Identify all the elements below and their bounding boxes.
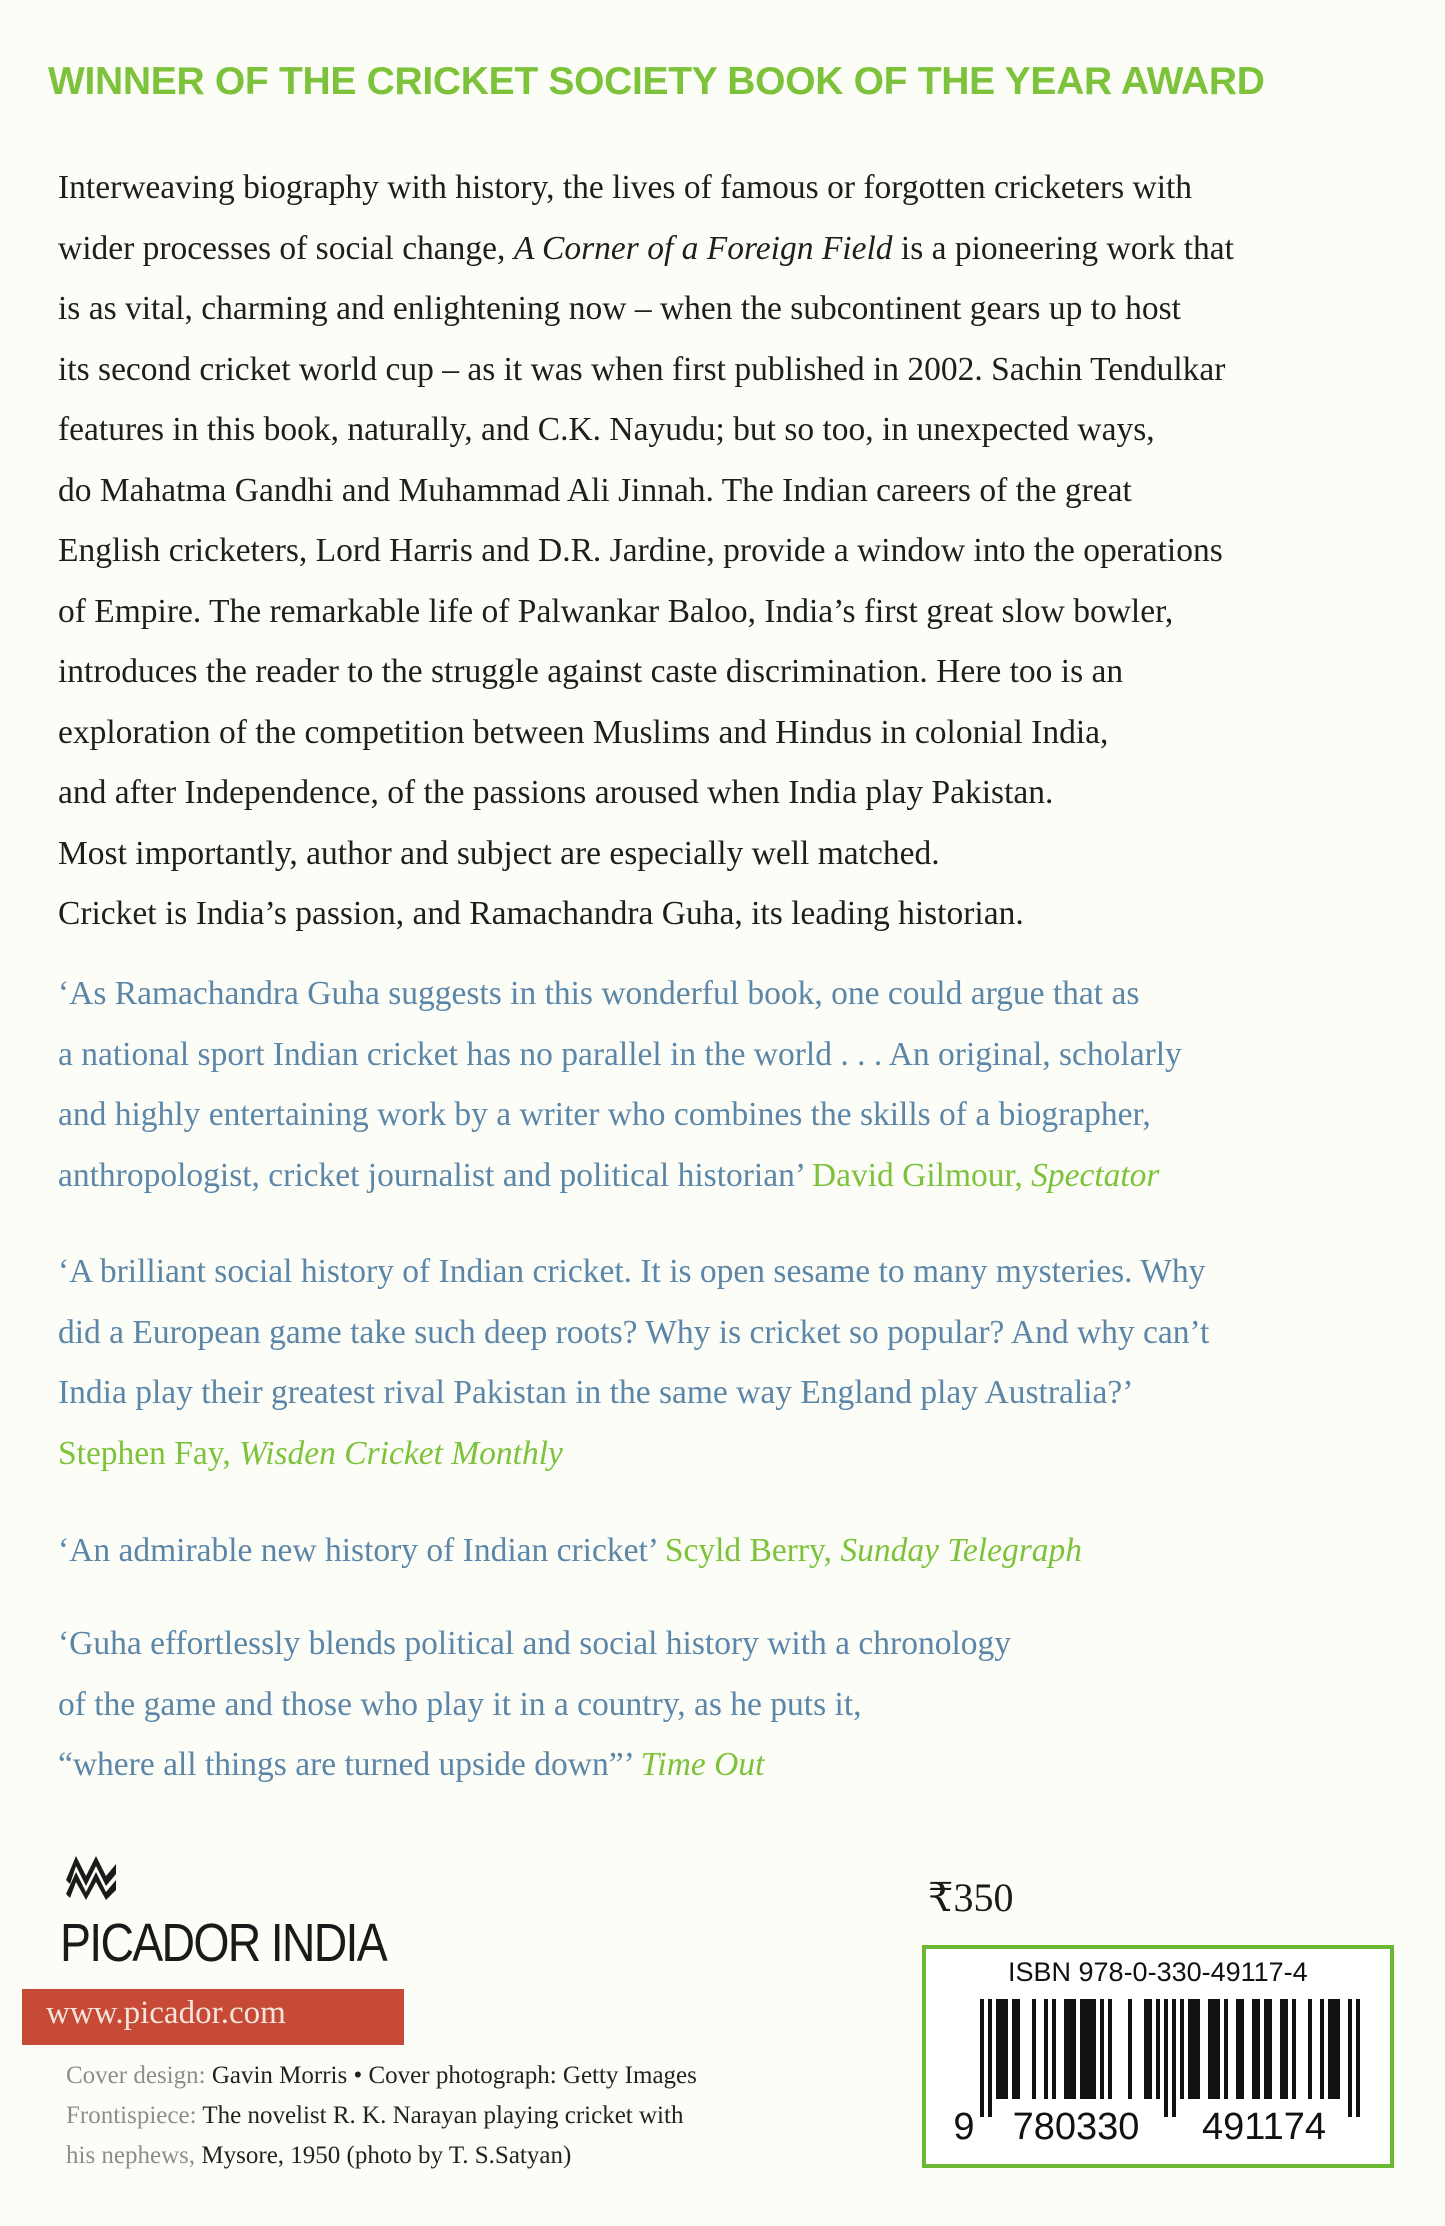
barcode-bar — [1252, 1999, 1256, 2099]
barcode-bar — [1212, 1999, 1216, 2099]
quote-line: anthropologist, cricket journalist and political historian’ David Gilmour, Spectator — [58, 1156, 1160, 1194]
barcode-bar — [1016, 1999, 1020, 2099]
quote-line: a national sport Indian cricket has no parallel in the world . . . An original, scholarly — [58, 1035, 1182, 1073]
barcode-bar — [1332, 1999, 1336, 2099]
blurb-line: features in this book, naturally, and C.K. Nayudu; but so too, in unexpected ways, — [58, 411, 1155, 448]
barcode-bar — [1108, 1999, 1112, 2099]
review-quote-berry — [58, 1521, 1398, 1582]
barcode-bar — [1032, 1999, 1036, 2099]
book-title: A Corner of a Foreign Field — [513, 229, 893, 267]
blurb-line: its second cricket world cup – as it was when first published in 2002. Sachin Tendulkar — [58, 350, 1226, 388]
quote-line: of the game and those who play it in a country, as he puts it, — [58, 1685, 862, 1723]
barcode-bar — [1336, 1999, 1340, 2099]
quote-author: David Gilmour, — [811, 1156, 1032, 1194]
quote-line: ‘A brilliant social history of Indian cricket. It is open sesame to many mysteries. Why — [58, 1253, 1206, 1290]
barcode-bar — [1196, 1999, 1200, 2099]
barcode-bar — [1356, 1999, 1360, 2117]
barcode-bar — [1284, 1999, 1288, 2099]
barcode-bar — [1072, 1999, 1076, 2099]
blurb-line: do Mahatma Gandhi and Muhammad Ali Jinnah. The Indian careers of the great — [58, 471, 1132, 509]
quote-line: did a European game take such deep roots? Why is cricket so popular? And why can’t — [58, 1313, 1210, 1351]
barcode-bar — [1208, 1999, 1212, 2099]
barcode-bar — [1000, 1999, 1004, 2099]
barcode-bar — [1084, 1999, 1088, 2099]
barcode-bar — [1224, 1999, 1228, 2099]
barcode-bar — [1216, 1999, 1220, 2099]
isbn-barcode-box — [922, 1945, 1394, 2168]
barcode-bar — [1188, 1999, 1192, 2099]
review-quote-time-out — [58, 1614, 1398, 1796]
blurb-line: Cricket is India’s passion, and Ramachandra Guha, its leading historian. — [58, 895, 1024, 932]
quote-line: ‘As Ramachandra Guha suggests in this wonderful book, one could argue that as — [58, 975, 1140, 1012]
quote-line: India play their greatest rival Pakistan in the same way England play Australia?’ — [58, 1374, 1134, 1411]
barcode-bar — [1088, 1999, 1092, 2099]
barcode-bar — [1144, 1999, 1148, 2099]
barcode-bar — [1308, 1999, 1312, 2099]
barcode-bar — [1264, 1999, 1268, 2099]
barcode-bar — [988, 1999, 992, 2117]
barcode-bar — [1092, 1999, 1096, 2099]
website-link[interactable]: www.picador.com — [46, 1995, 286, 2031]
barcode-bar — [1348, 1999, 1352, 2117]
barcode-bar — [1128, 1999, 1132, 2099]
quote-author: Stephen Fay, — [58, 1434, 240, 1472]
award-heading: WINNER OF THE CRICKET SOCIETY BOOK OF THE YEAR AWARD — [48, 60, 1265, 103]
barcode-bar — [1100, 1999, 1104, 2099]
barcode-bar — [1192, 1999, 1196, 2099]
quote-publication: Sunday Telegraph — [840, 1532, 1082, 1569]
quote-line: ‘Guha effortlessly blends political and social history with a chronology — [58, 1625, 1011, 1662]
barcode-bar — [1320, 1999, 1324, 2099]
quote-publication: Spectator — [1031, 1156, 1160, 1194]
barcode-bar — [1328, 1999, 1332, 2099]
quote-publication: Wisden Cricket Monthly — [239, 1434, 563, 1472]
barcode-bar — [1064, 1999, 1068, 2099]
quote-line — [58, 1424, 1398, 1485]
publisher-imprint: PICADOR INDIA — [60, 1913, 386, 1973]
barcode — [952, 1999, 1372, 2149]
credit-line: Cover design: Gavin Morris • Cover photograph: Getty Images — [66, 2062, 697, 2089]
quote-author: Scyld Berry, — [664, 1532, 841, 1569]
barcode-bar — [1240, 1999, 1244, 2099]
blurb-line: introduces the reader to the struggle against caste discrimination. Here too is an — [58, 653, 1124, 690]
barcode-bar — [1012, 1999, 1016, 2099]
blurb-line: exploration of the competition between Muslims and Hindus in colonial India, — [58, 713, 1109, 751]
barcode-bar — [1256, 1999, 1260, 2099]
cover-credits — [66, 2056, 786, 2176]
barcode-bar — [1156, 1999, 1160, 2099]
blurb-line: of Empire. The remarkable life of Palwankar Baloo, India’s first great slow bowler, — [58, 592, 1174, 630]
barcode-bar — [1180, 1999, 1184, 2099]
blurb-line: is as vital, charming and enlightening now – when the subcontinent gears up to host — [58, 290, 1181, 327]
quote-publication: Time Out — [640, 1746, 765, 1783]
barcode-bar — [1068, 1999, 1072, 2099]
barcode-bar — [1280, 1999, 1284, 2099]
blurb-line: English cricketers, Lord Harris and D.R. Jardine, provide a window into the operations — [58, 532, 1223, 569]
review-quote-gilmour — [58, 964, 1398, 1206]
picador-logo-icon — [62, 1850, 120, 1902]
quote-line: “where all things are turned upside down”’ Time Out — [58, 1746, 765, 1783]
blurb-line: wider processes of social change, A Corner of a Foreign Field is a pioneering work that — [58, 229, 1234, 267]
barcode-bar — [1268, 1999, 1272, 2099]
barcode-bar — [1080, 1999, 1084, 2099]
blurb-line: Interweaving biography with history, the lives of famous or forgotten cricketers with — [58, 169, 1193, 206]
barcode-bar — [1172, 1999, 1176, 2117]
credit-line: Frontispiece: The novelist R. K. Narayan playing cricket with — [66, 2102, 684, 2129]
barcode-bar — [980, 1999, 984, 2117]
barcode-bar — [1004, 1999, 1008, 2099]
barcode-bar — [1148, 1999, 1152, 2099]
barcode-bar — [1044, 1999, 1048, 2099]
review-quote-fay — [58, 1242, 1398, 1484]
price-label: ₹350 — [928, 1875, 1014, 1920]
barcode-digit-first: 9 — [953, 2106, 975, 2148]
barcode-bar — [1292, 1999, 1296, 2099]
credit-line: his nephews, Mysore, 1950 (photo by T. S.Satyan) — [66, 2142, 572, 2169]
barcode-bar — [1236, 1999, 1240, 2099]
barcode-digits-right: 491174 — [1202, 2106, 1326, 2148]
isbn-number: ISBN 978-0-330-49117-4 — [1008, 1957, 1308, 1987]
book-blurb — [58, 158, 1398, 945]
barcode-digits-left: 780330 — [1012, 2106, 1140, 2148]
blurb-line: Most importantly, author and subject are especially well matched. — [58, 834, 940, 872]
barcode-bar — [1052, 1999, 1056, 2099]
quote-line: and highly entertaining work by a writer who combines the skills of a biographer, — [58, 1096, 1151, 1133]
blurb-line: and after Independence, of the passions aroused when India play Pakistan. — [58, 774, 1054, 811]
barcode-bar — [1164, 1999, 1168, 2117]
quote-line: ‘An admirable new history of Indian cricket’ Scyld Berry, Sunday Telegraph — [58, 1532, 1082, 1569]
barcode-bar — [996, 1999, 1000, 2099]
